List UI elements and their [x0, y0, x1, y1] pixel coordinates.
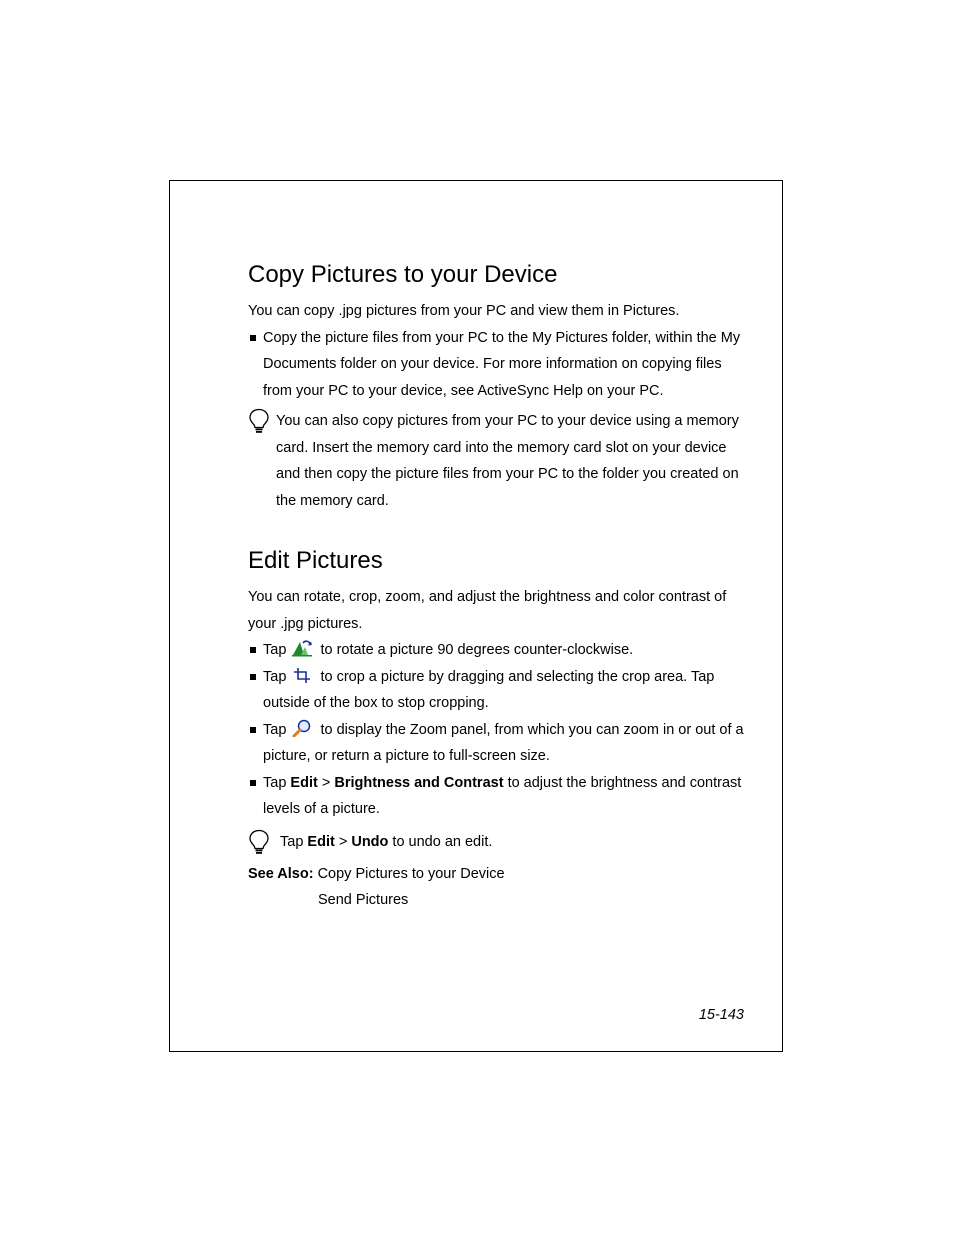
edit-menu-label: Edit	[290, 774, 318, 791]
zoom-text: to display the Zoom panel, from which you can zoom in or out of a picture, or return a picture to full-screen size.	[263, 721, 744, 764]
brightness-bullet	[248, 770, 748, 823]
tap-word: Tap	[263, 668, 287, 685]
see-also	[248, 861, 748, 913]
zoom-icon	[292, 719, 312, 737]
copy-bullet-1: Copy the picture files from your PC to the My Pictures folder, within the My Documents folder on your device. For more information on copying files from your PC to your device, see ActiveSync Help on your PC.	[248, 325, 748, 405]
page-number: 15-143	[698, 1007, 744, 1023]
crop-bullet	[248, 664, 748, 717]
see-also-label: See Also:	[248, 866, 314, 882]
tap-word: Tap	[263, 721, 287, 738]
tap-word: Tap	[263, 774, 287, 791]
crop-text: to crop a picture by dragging and selecting the crop area. Tap outside of the box to stop cropping.	[263, 668, 715, 711]
lightbulb-icon	[248, 829, 270, 855]
rotate-icon	[292, 639, 312, 657]
edit-menu-label: Edit	[307, 833, 335, 850]
rotate-text: to rotate a picture 90 degrees counter-clockwise.	[320, 642, 634, 658]
tap-word: Tap	[280, 833, 304, 850]
zoom-bullet	[248, 717, 748, 770]
tap-word: Tap	[263, 642, 287, 658]
edit-bullet-list	[248, 637, 748, 823]
see-also-link-copy[interactable]: Copy Pictures to your Device	[317, 866, 505, 882]
copy-tip	[248, 408, 748, 514]
crop-icon	[292, 666, 312, 684]
copy-tip-text: You can also copy pictures from your PC to your device using a memory card. Insert the memory card into the memory card slot on your device and then copy the picture files from your PC to the folder you created on the memory card.	[276, 413, 739, 509]
menu-separator: >	[321, 774, 331, 791]
undo-menu-label: Undo	[351, 833, 389, 850]
edit-intro: You can rotate, crop, zoom, and adjust the brightness and color contrast of your .jpg pictures.	[248, 589, 727, 632]
copy-intro: You can copy .jpg pictures from your PC and view them in Pictures.	[248, 303, 680, 319]
page-content	[248, 258, 748, 913]
menu-separator: >	[338, 833, 348, 850]
rotate-bullet	[248, 637, 748, 664]
undo-text: to undo an edit.	[392, 833, 493, 850]
copy-bullet-list	[248, 325, 748, 405]
lightbulb-icon	[248, 408, 270, 434]
section-title-edit: Edit Pictures	[248, 547, 383, 574]
undo-tip	[248, 829, 748, 856]
see-also-link-send[interactable]: Send Pictures	[318, 892, 409, 908]
section-title-copy: Copy Pictures to your Device	[248, 261, 558, 288]
brightness-text: to adjust the brightness and contrast levels of a picture.	[263, 774, 742, 817]
brightness-menu-label: Brightness and Contrast	[334, 774, 504, 791]
